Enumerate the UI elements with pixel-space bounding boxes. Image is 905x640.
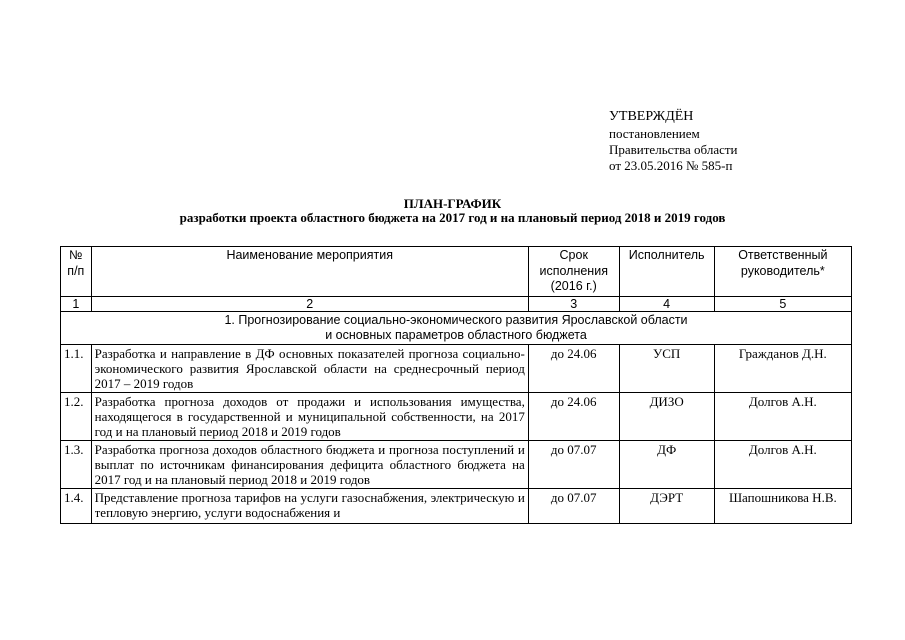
row-executor: ДФ <box>619 440 714 488</box>
row-term: до 24.06 <box>528 344 619 392</box>
document-title: ПЛАН-ГРАФИК <box>403 196 502 211</box>
row-responsible: Шапошникова Н.В. <box>714 488 851 523</box>
row-responsible: Долгов А.Н. <box>714 392 851 440</box>
row-term: до 07.07 <box>528 440 619 488</box>
column-number: 3 <box>528 296 619 311</box>
header-number <box>61 247 92 297</box>
header-number-abbr: п/п <box>67 263 85 278</box>
row-name: Разработка прогноза доходов областного бюджета и прогноза поступлений и выплат по источникам финансирования дефицита областного бюджета на 2017 год и на плановый период 2018 и 2019 годов <box>91 440 528 488</box>
column-number: 4 <box>619 296 714 311</box>
header-responsible-line-2: руководитель* <box>740 263 825 278</box>
approval-line-4: от 23.05.2016 № 585-п <box>609 158 733 173</box>
row-name: Разработка прогноза доходов от продажи и использования имущества, находящегося в государственной и муниципальной собственности, на 2017 год и на плановый период 2018 и 2019 годов <box>91 392 528 440</box>
header-term-line-1: Срок <box>559 248 588 262</box>
table-row <box>61 392 852 440</box>
header-executor: Исполнитель <box>619 247 714 297</box>
column-number: 2 <box>91 296 528 311</box>
plan-table <box>60 246 852 524</box>
section-heading-row <box>61 311 852 344</box>
approval-stamp <box>609 108 738 174</box>
row-responsible: Гражданов Д.Н. <box>714 344 851 392</box>
row-term: до 24.06 <box>528 392 619 440</box>
document-subtitle: разработки проекта областного бюджета на 2017 год и на плановый период 2018 и 2019 годов <box>179 210 726 225</box>
table-row <box>61 344 852 392</box>
header-name: Наименование мероприятия <box>91 247 528 297</box>
row-number: 1.4. <box>61 488 92 523</box>
header-responsible-line-1: Ответственный <box>738 248 828 262</box>
header-term <box>528 247 619 297</box>
section-heading <box>61 311 852 344</box>
table-row <box>61 440 852 488</box>
row-number: 1.3. <box>61 440 92 488</box>
header-term-line-3: (2016 г.) <box>550 279 597 293</box>
column-number: 1 <box>61 296 92 311</box>
row-executor: ДЭРТ <box>619 488 714 523</box>
row-number: 1.1. <box>61 344 92 392</box>
column-number-row <box>61 296 852 311</box>
row-name-text: Представление прогноза тарифов на услуги газоснабжения, электрическую и тепловую энергию, услуги водоснабжения и <box>94 489 525 520</box>
section-heading-line-1: 1. Прогнозирование социально-экономического развития Ярославской области <box>224 312 688 327</box>
section-heading-line-2: и основных параметров областного бюджета <box>325 327 587 342</box>
header-number-symbol: № <box>69 248 83 262</box>
row-term: до 07.07 <box>528 488 619 523</box>
table-row <box>61 488 852 523</box>
approval-line-3: Правительства области <box>609 142 738 157</box>
approval-heading: УТВЕРЖДЁН <box>609 109 694 124</box>
row-name <box>91 488 528 523</box>
column-number: 5 <box>714 296 851 311</box>
row-responsible: Долгов А.Н. <box>714 440 851 488</box>
row-number: 1.2. <box>61 392 92 440</box>
row-executor: УСП <box>619 344 714 392</box>
row-executor: ДИЗО <box>619 392 714 440</box>
header-responsible <box>714 247 851 297</box>
row-name: Разработка и направление в ДФ основных показателей прогноза социально-экономического развития Ярославской области на среднесрочный период 2017 – 2019 годов <box>91 344 528 392</box>
approval-line-2: постановлением <box>609 126 700 141</box>
table-header-row <box>61 247 852 297</box>
header-term-line-2: исполнения <box>539 263 608 278</box>
